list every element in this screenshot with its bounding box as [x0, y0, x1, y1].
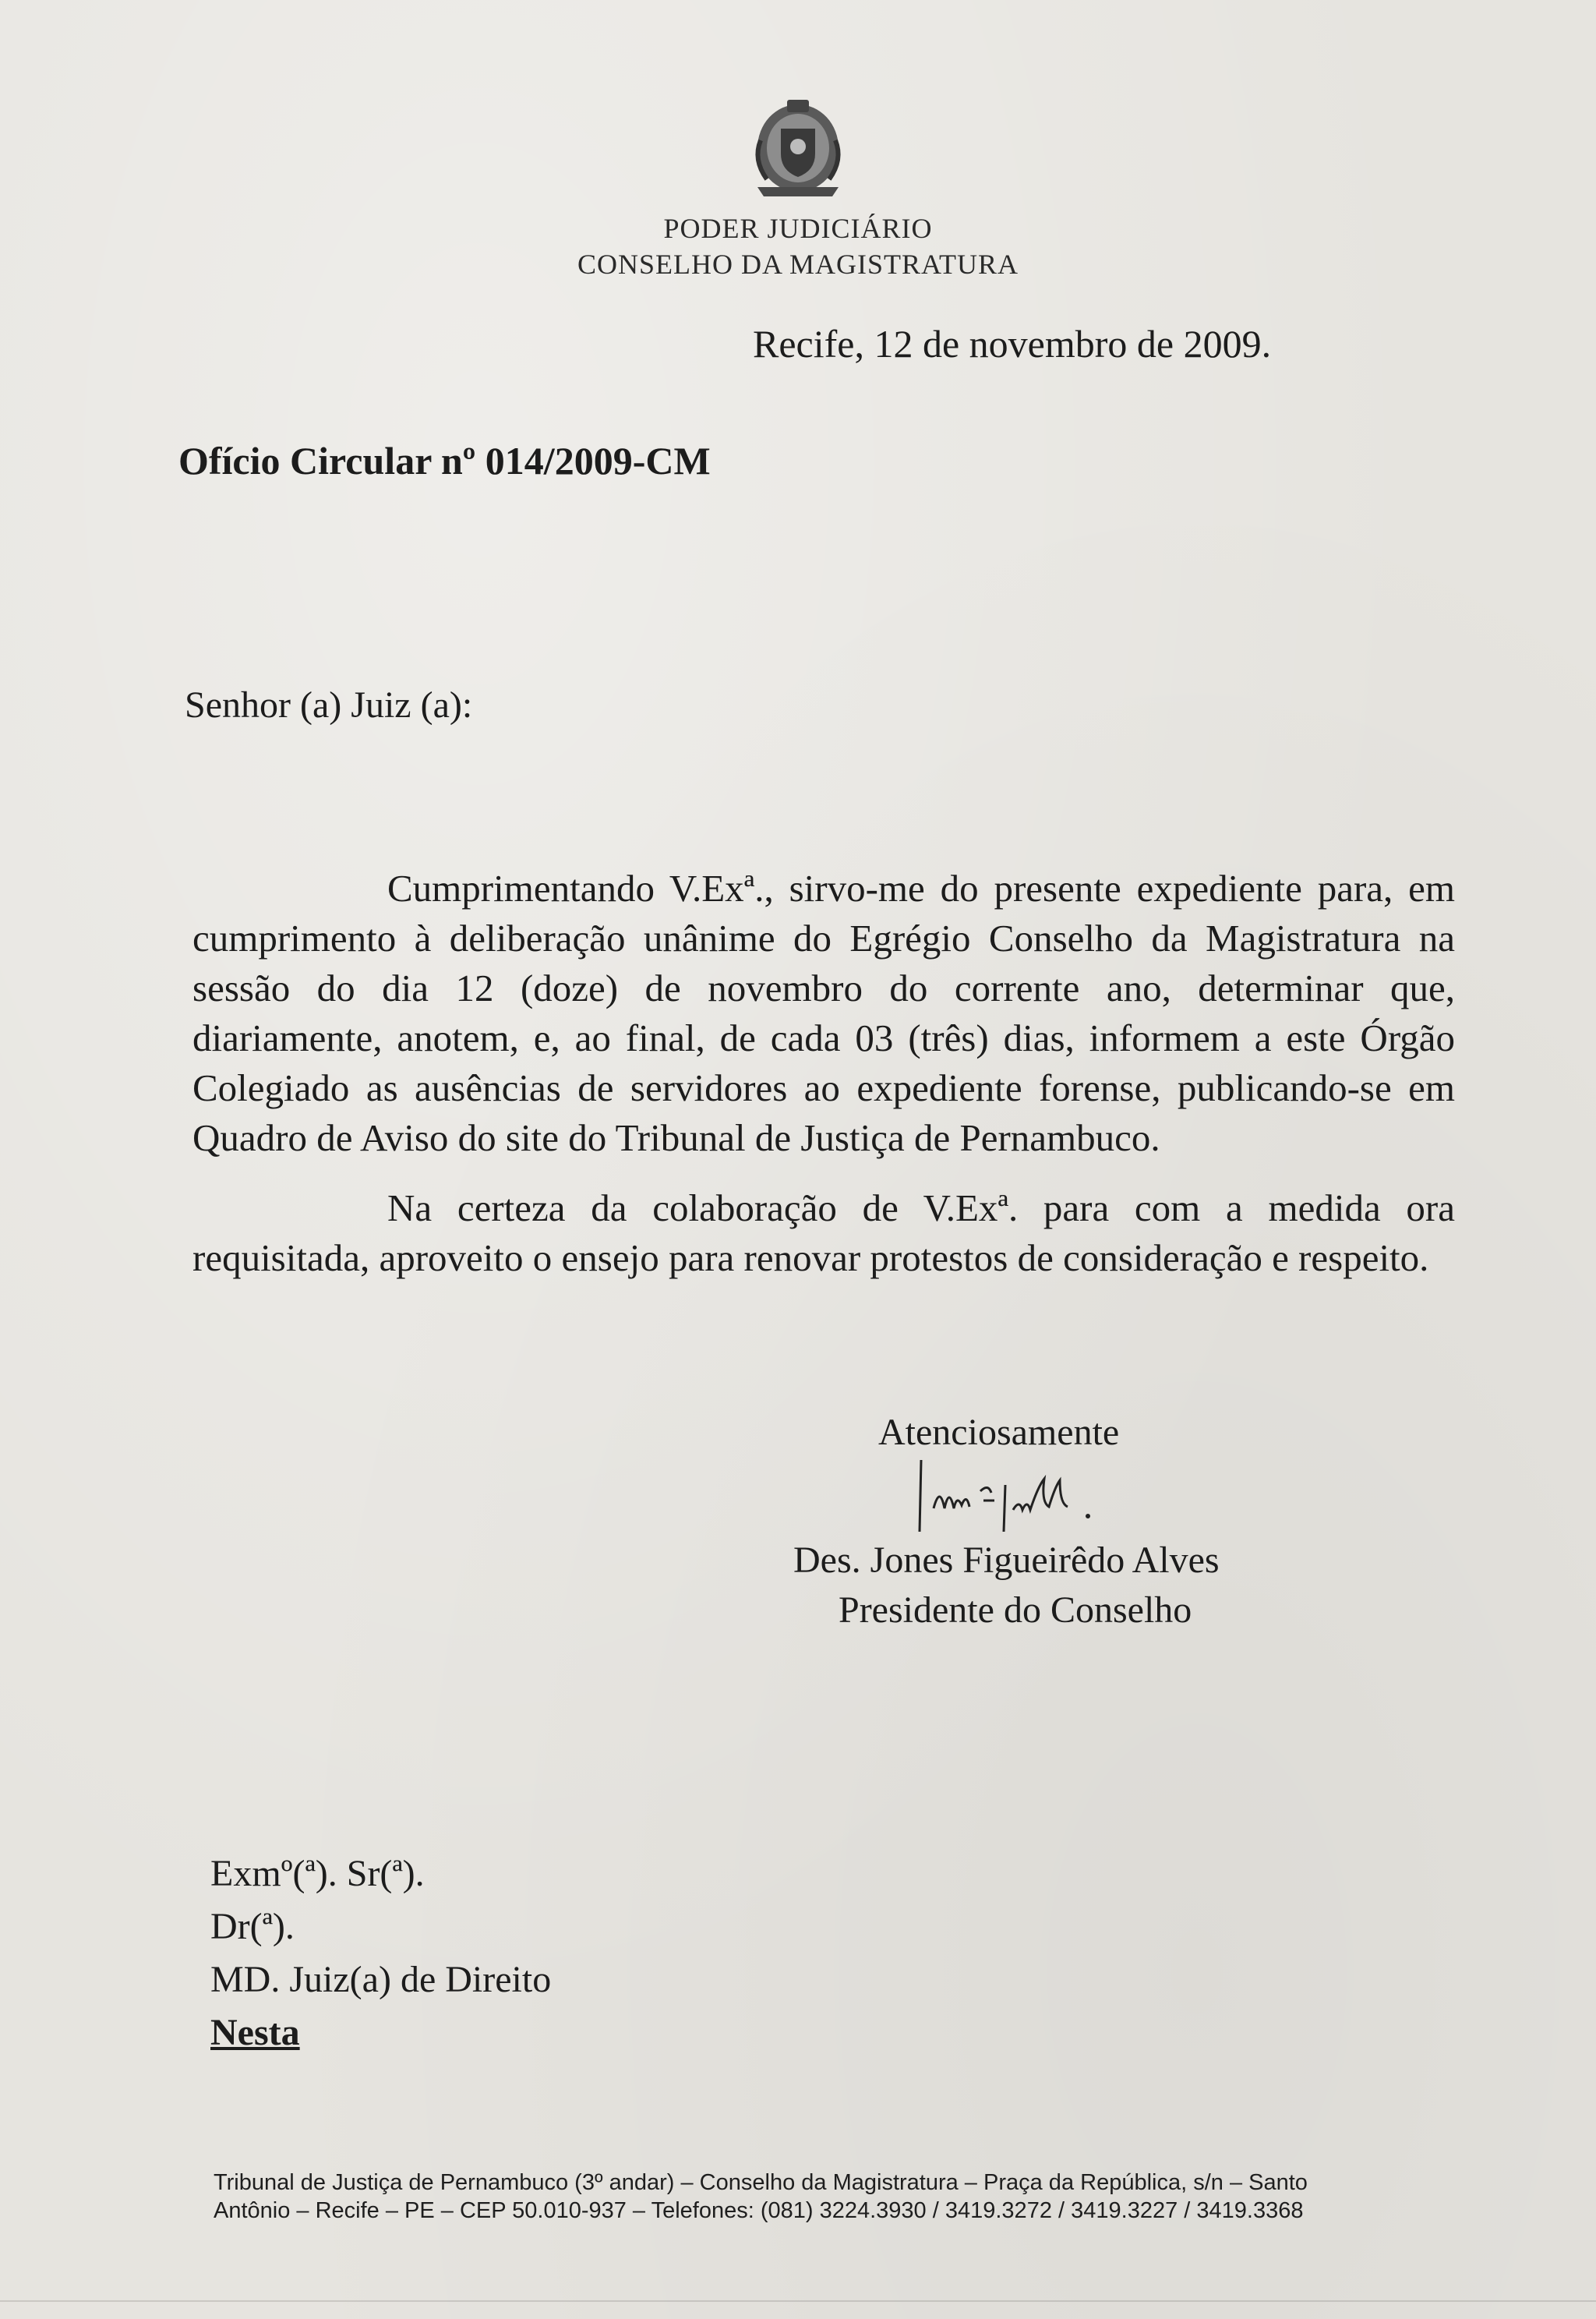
- footer-line-2: Antônio – Recife – PE – CEP 50.010-937 – Telefones: (081) 3224.3930 / 3419.3272 / 3419.3227 / 3419.3368: [214, 2198, 1304, 2223]
- signer-title: Presidente do Conselho: [839, 1589, 1192, 1631]
- addressee-title: Dr(ª).: [210, 1906, 295, 1947]
- body-paragraph-1: Cumprimentando V.Exª., sirvo-me do presente expediente para, em cumprimento à deliberação unânime do Egrégio Conselho da Magistratura na sessão do dia 12 (doze) de novembro do corrente ano, determinar que, diariamente, anotem, e, ao final, de cada 03 (três) dias, informem a este Órgão Colegiado as ausências de servidores ao expediente forense, publicando-se em Quadro de Aviso do site do Tribunal de Justiça de Pernambuco.: [192, 867, 1455, 1159]
- addressee-position: MD. Juiz(a) de Direito: [210, 1959, 552, 2000]
- addressee-block: [210, 1847, 551, 2059]
- signature-icon: [912, 1454, 1192, 1540]
- org-power-name: PODER JUDICIÁRIO: [663, 213, 933, 244]
- coat-of-arms-icon: [743, 94, 853, 203]
- document-number: Ofício Circular nº 014/2009-CM: [178, 439, 711, 483]
- addressee-honorific: Exmº(ª). Sr(ª).: [210, 1853, 425, 1894]
- salutation: Senhor (a) Juiz (a):: [185, 684, 473, 726]
- footer-line-1: Tribunal de Justiça de Pernambuco (3º andar) – Conselho da Magistratura – Praça da República, s/n – Santo: [214, 2170, 1308, 2195]
- letterhead: [0, 94, 1596, 282]
- closing: Atenciosamente: [878, 1412, 1120, 1453]
- date-line: Recife, 12 de novembro de 2009.: [753, 322, 1272, 366]
- footer-address: [214, 2169, 1492, 2225]
- page-edge-divider: [0, 2300, 1596, 2302]
- addressee-location: Nesta: [210, 2012, 300, 2053]
- org-council-name: CONSELHO DA MAGISTRATURA: [577, 249, 1019, 280]
- signer-block: [793, 1536, 1220, 1635]
- body-paragraph-2: Na certeza da colaboração de V.Exª. para com a medida ora requisitada, aproveito o ensejo para renovar protestos de consideração e respeito.: [192, 1186, 1455, 1279]
- signer-name: Des. Jones Figueirêdo Alves: [793, 1540, 1220, 1581]
- letter-body: [192, 864, 1455, 1283]
